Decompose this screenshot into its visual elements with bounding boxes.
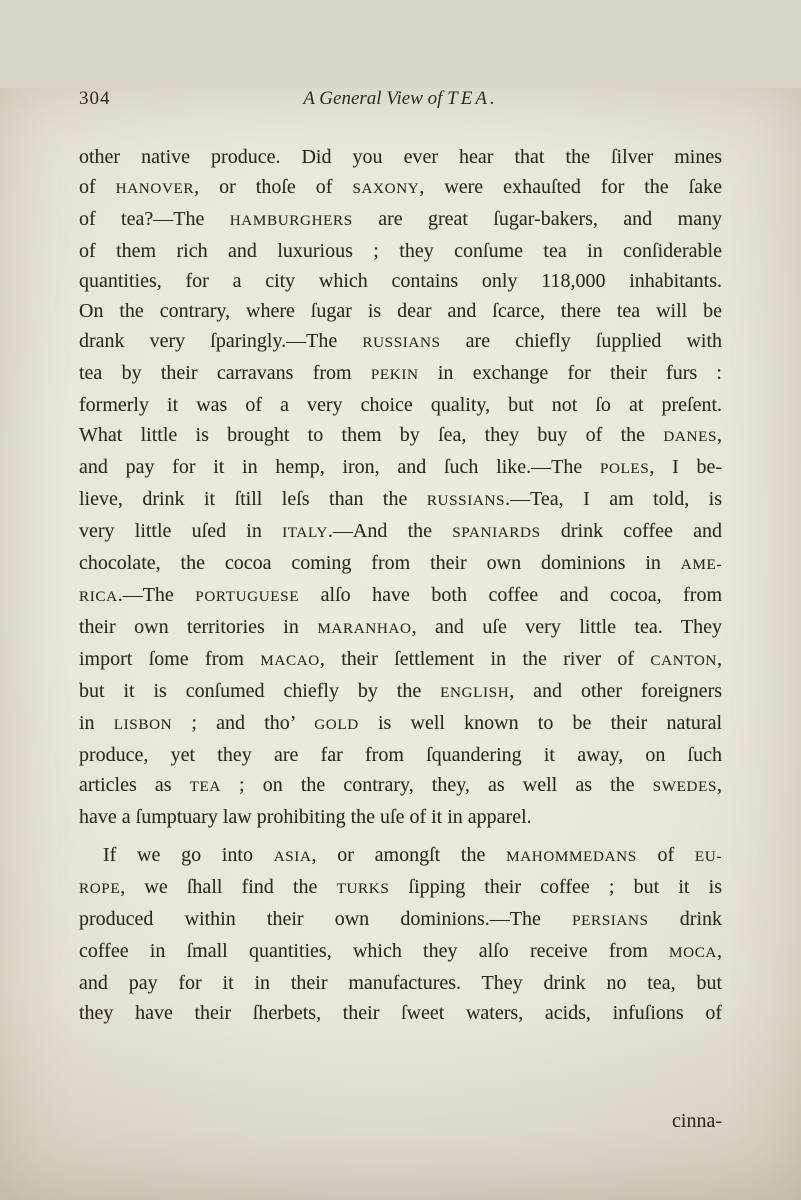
text-segment: of bbox=[79, 176, 116, 198]
text-segment: quantities, for a city which contains only 118,000 inhabitants. bbox=[79, 270, 722, 292]
smallcaps-word: HAMBURGHERS bbox=[229, 212, 353, 229]
text-segment: ; on the contrary, they, as well as the bbox=[220, 774, 653, 796]
running-title-text: A General View of bbox=[303, 88, 448, 109]
smallcaps-word: LISBON bbox=[113, 716, 173, 733]
text-segment: are great ſugar-bakers, and many bbox=[352, 208, 722, 230]
text-segment: , or thoſe of bbox=[194, 176, 353, 198]
smallcaps-word: POLES bbox=[599, 460, 650, 477]
page-header bbox=[79, 88, 722, 114]
text-segment: ; and tho’ bbox=[172, 712, 315, 734]
smallcaps-word: SWEDES bbox=[652, 778, 717, 795]
text-segment: of them rich and luxurious ; they conſume tea in conſiderable bbox=[79, 240, 722, 262]
text-line bbox=[79, 420, 722, 452]
text-line bbox=[79, 676, 722, 708]
smallcaps-word: TEA bbox=[189, 778, 221, 795]
smallcaps-word: RICA bbox=[79, 588, 118, 605]
text-line bbox=[79, 968, 722, 998]
text-segment: but it is conſumed chiefly by the bbox=[79, 680, 441, 702]
text-line bbox=[79, 326, 722, 358]
text-line bbox=[79, 872, 722, 904]
text-line bbox=[79, 936, 722, 968]
smallcaps-word: RUSSIANS bbox=[362, 334, 441, 351]
smallcaps-word: PORTUGUESE bbox=[195, 588, 300, 605]
smallcaps-word: ROPE bbox=[79, 880, 121, 897]
text-line bbox=[79, 612, 722, 644]
text-line bbox=[79, 708, 722, 740]
text-segment: If we go into bbox=[103, 844, 274, 866]
text-segment: their own territories in bbox=[79, 616, 318, 638]
text-segment: lieve, drink it ſtill leſs than the bbox=[79, 488, 427, 510]
smallcaps-word: HANOVER bbox=[115, 180, 195, 197]
text-line bbox=[79, 484, 722, 516]
smallcaps-word: SPANIARDS bbox=[452, 524, 541, 541]
smallcaps-word: ASIA bbox=[273, 848, 312, 865]
smallcaps-word: MARANHAO bbox=[317, 620, 412, 637]
text-line bbox=[79, 452, 722, 484]
text-line bbox=[79, 770, 722, 802]
text-segment: coffee in ſmall quantities, which they alſo receive from bbox=[79, 940, 670, 962]
text-segment: On the contrary, where ſugar is dear and ſcarce, there tea will be bbox=[79, 300, 722, 322]
smallcaps-word: PEKIN bbox=[370, 366, 419, 383]
text-segment: of tea?—The bbox=[79, 208, 230, 230]
text-segment: ſipping their coffee ; but it is bbox=[389, 876, 722, 898]
smallcaps-word: EU- bbox=[694, 848, 722, 865]
text-line bbox=[79, 516, 722, 548]
smallcaps-word: SAXONY bbox=[352, 180, 420, 197]
text-segment: drink coffee and bbox=[540, 520, 722, 542]
text-segment: other native produce. Did you ever hear that the ſilver mines bbox=[79, 146, 722, 168]
text-segment: , bbox=[717, 774, 722, 796]
text-line bbox=[79, 266, 722, 296]
text-segment: drink bbox=[648, 908, 723, 930]
paragraph bbox=[79, 142, 722, 832]
text-line bbox=[79, 840, 722, 872]
text-segment: import ſome from bbox=[79, 648, 261, 670]
text-segment: , and uſe very little tea. They bbox=[411, 616, 722, 638]
text-line bbox=[79, 904, 722, 936]
text-line bbox=[79, 390, 722, 420]
text-segment: are chiefly ſupplied with bbox=[440, 330, 723, 352]
text-segment: tea by their carravans from bbox=[79, 362, 371, 384]
smallcaps-word: ENGLISH bbox=[440, 684, 510, 701]
text-line bbox=[79, 204, 722, 236]
text-segment: formerly it was of a very choice quality, but not ſo at preſent. bbox=[79, 394, 722, 416]
smallcaps-word: TURKS bbox=[336, 880, 390, 897]
smallcaps-word: MAHOMMEDANS bbox=[506, 848, 637, 865]
text-segment: have a ſumptuary law prohibiting the uſe of it in apparel. bbox=[79, 806, 532, 828]
text-line bbox=[79, 142, 722, 172]
text-segment: articles as bbox=[79, 774, 190, 796]
smallcaps-word: AME- bbox=[680, 556, 722, 573]
running-title bbox=[79, 88, 722, 110]
text-segment: alſo have both coffee and cocoa, from bbox=[299, 584, 722, 606]
text-segment: .—And the bbox=[327, 520, 453, 542]
text-segment: very little uſed in bbox=[79, 520, 283, 542]
text-line bbox=[79, 296, 722, 326]
text-segment: , or amongſt the bbox=[311, 844, 507, 866]
book-page bbox=[0, 88, 801, 1200]
text-segment: , and other foreigners bbox=[509, 680, 723, 702]
text-segment: drank very ſparingly.—The bbox=[79, 330, 363, 352]
smallcaps-word: MACAO bbox=[260, 652, 320, 669]
text-segment: , bbox=[717, 648, 722, 670]
text-line bbox=[79, 580, 722, 612]
text-segment: and pay for it in hemp, iron, and ſuch like.—The bbox=[79, 456, 600, 478]
text-segment: produce, yet they are far from ſquandering it away, on ſuch bbox=[79, 744, 722, 766]
text-segment: , their ſettlement in the river of bbox=[319, 648, 651, 670]
text-segment: produced within their own dominions.—The bbox=[79, 908, 573, 930]
text-line bbox=[79, 358, 722, 390]
text-segment: they have their ſherbets, their ſweet waters, acids, infuſions of bbox=[79, 1002, 722, 1024]
catchword: cinna- bbox=[672, 1110, 722, 1132]
text-segment: in bbox=[79, 712, 114, 734]
smallcaps-word: MOCA bbox=[669, 944, 717, 961]
text-line bbox=[79, 740, 722, 770]
text-segment: , I be- bbox=[649, 456, 722, 478]
text-segment: , we ſhall find the bbox=[120, 876, 337, 898]
smallcaps-word: DANES bbox=[663, 428, 717, 445]
smallcaps-word: ITALY bbox=[282, 524, 328, 541]
text-segment: , bbox=[717, 424, 722, 446]
text-line bbox=[79, 802, 722, 832]
text-segment: and pay for it in their manufactures. They drink no tea, but bbox=[79, 972, 722, 994]
text-line bbox=[79, 548, 722, 580]
text-segment: , were exhauſted for the ſake bbox=[419, 176, 722, 198]
text-line bbox=[79, 644, 722, 676]
smallcaps-word: RUSSIANS bbox=[426, 492, 506, 509]
page-number: 304 bbox=[79, 88, 111, 109]
text-segment: of bbox=[636, 844, 695, 866]
body-text bbox=[79, 142, 722, 1028]
text-segment: .—The bbox=[117, 584, 196, 606]
running-title-caps: TEA. bbox=[447, 88, 498, 109]
text-segment: .—Tea, I am told, is bbox=[505, 488, 723, 510]
paragraph bbox=[79, 840, 722, 1028]
smallcaps-word: CANTON bbox=[650, 652, 717, 669]
text-line bbox=[79, 236, 722, 266]
text-segment: chocolate, the cocoa coming from their own dominions in bbox=[79, 552, 681, 574]
text-segment: What little is brought to them by ſea, they buy of the bbox=[79, 424, 664, 446]
text-segment: , bbox=[717, 940, 722, 962]
smallcaps-word: GOLD bbox=[314, 716, 359, 733]
smallcaps-word: PERSIANS bbox=[572, 912, 649, 929]
text-segment: in exchange for their furs : bbox=[418, 362, 722, 384]
text-line bbox=[79, 998, 722, 1028]
text-line bbox=[79, 172, 722, 204]
text-segment: is well known to be their natural bbox=[358, 712, 723, 734]
